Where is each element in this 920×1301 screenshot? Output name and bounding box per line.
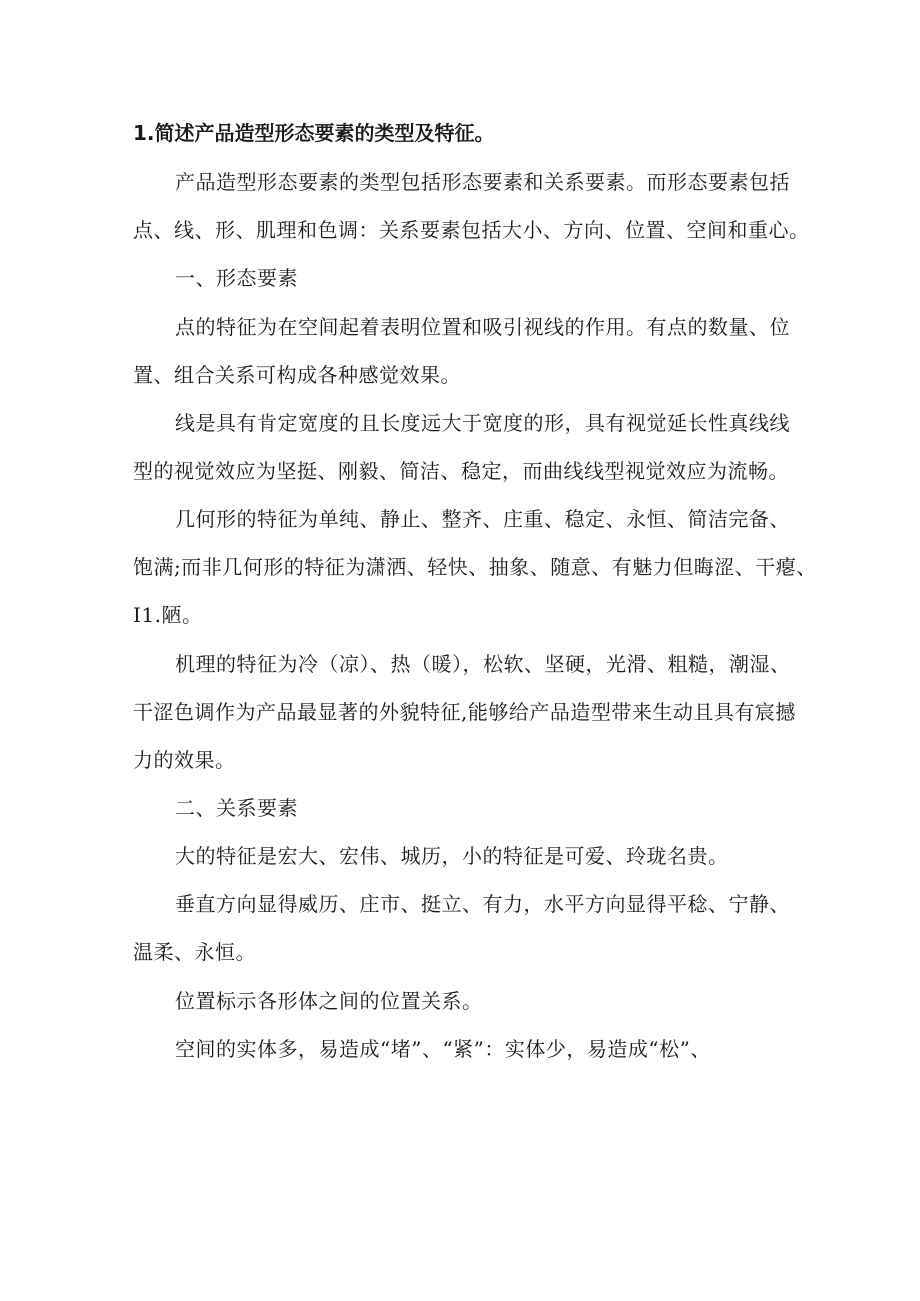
paragraph-line: 点的特征为在空间起着表明位置和吸引视线的作用。有点的数量、位 [175, 315, 790, 339]
paragraph-line: 饱满;而非几何形的特征为潇洒、轻快、抽象、随意、有魅力但晦涩、干瘪、 [133, 555, 817, 579]
paragraph-line: 垂直方向显得威历、庄市、挺立、有力，水平方向显得平稔、宁静、 [175, 892, 790, 916]
paragraph-line: I1.陋。 [133, 603, 203, 627]
paragraph-line: 干涩色调作为产品最显著的外貌特征,能够给产品造型带来生动且具有宸撼 [133, 700, 796, 724]
paragraph-line: 大的特征是宏大、宏伟、城历，小的特征是可爱、玲珑名贵。 [175, 844, 729, 868]
paragraph-line: 线是具有肯定宽度的且长度远大于宽度的形，具有视觉延长性真线线 [175, 411, 790, 435]
paragraph-line: 力的效果。 [133, 748, 236, 772]
paragraph-line: 产品造型形态要素的类型包括形态要素和关系要素。而形态要素包括 [175, 170, 790, 194]
paragraph-line: 置、组合关系可构成各种感觉效果。 [133, 363, 461, 387]
paragraph-line: 机理的特征为冷（凉）、热（暖），松软、坚硬，光滑、粗糙，潮湿、 [175, 652, 791, 676]
paragraph-line: 点、线、形、肌理和色调：关系要素包括大小、方向、位置、空间和重心。 [133, 218, 810, 242]
paragraph-line: 空间的实体多，易造成“堵”、“紧”：实体少，易造成“松”、 [175, 1037, 711, 1061]
question-title: 1.简述产品造型形态要素的类型及特征。 [133, 121, 495, 145]
paragraph-line: 几何形的特征为单纯、静止、整齐、庄重、稳定、永恒、简洁完备、 [175, 507, 790, 531]
paragraph-line: 位置标示各形体之间的位置关系。 [175, 989, 483, 1013]
section-heading-relation-elements: 二、关系要素 [175, 796, 298, 820]
paragraph-line: 温柔、永恒。 [133, 940, 256, 964]
paragraph-line: 型的视觉效应为坚挺、刚毅、简洁、稳定，而曲线线型视觉效应为流畅。 [133, 459, 789, 483]
section-heading-form-elements: 一、形态要素 [175, 266, 298, 290]
